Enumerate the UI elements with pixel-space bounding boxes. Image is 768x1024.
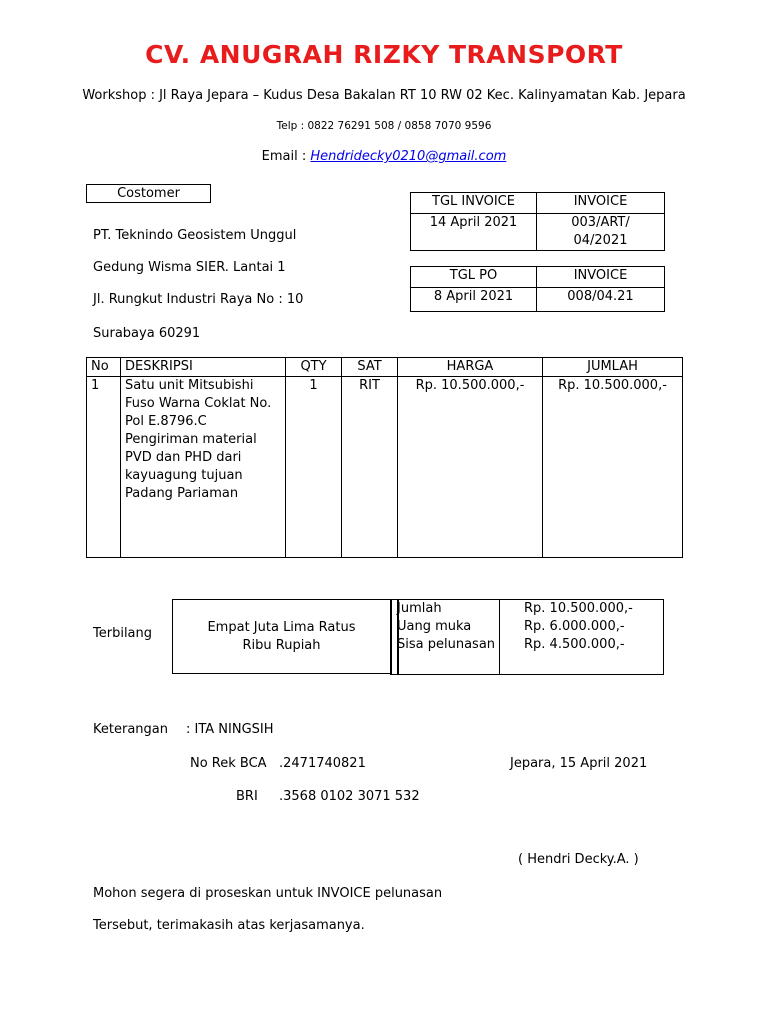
invoice-number: [537, 214, 665, 251]
invoice-date-header: TGL INVOICE: [411, 193, 537, 214]
terbilang-label: Terbilang: [93, 626, 153, 641]
summary-left-bracket: [390, 599, 399, 675]
summary-box: [390, 599, 664, 675]
col-header-harga: HARGA: [398, 358, 543, 377]
workshop-address: Workshop : Jl Raya Jepara – Kudus Desa Bakalan RT 10 RW 02 Kec. Kalinyamatan Kab. Jepara: [82, 88, 686, 103]
place-date: Jepara, 15 April 2021: [510, 756, 648, 771]
customer-label: Costomer: [117, 186, 180, 201]
telephone: Telp : 0822 76291 508 / 0858 7070 9596: [276, 120, 492, 132]
col-header-qty: QTY: [286, 358, 342, 377]
items-table: [86, 357, 683, 558]
signature-name: ( Hendri Decky.A. ): [518, 852, 639, 867]
terbilang-box: [172, 599, 391, 674]
bri-label: BRI: [236, 789, 258, 804]
customer-label-box: [86, 184, 211, 203]
po-date: 8 April 2021: [411, 288, 537, 312]
customer-street: Jl. Rungkut Industri Raya No : 10: [93, 292, 304, 307]
table-row: [87, 377, 683, 558]
invoice-info-table: [410, 192, 665, 251]
email-link[interactable]: Hendridecky0210@gmail.com: [310, 149, 507, 164]
keterangan-label: Keterangan: [93, 722, 168, 737]
summary-label-sisa: Sisa pelunasan: [397, 637, 496, 652]
customer-city: Surabaya 60291: [93, 326, 201, 341]
bca-label: No Rek BCA: [190, 756, 267, 771]
bca-account: .2471740821: [279, 756, 366, 771]
invoice-number-line2: 04/2021: [573, 233, 628, 248]
footer-line-1: Mohon segera di proseskan untuk INVOICE pelunasan: [93, 886, 443, 901]
customer-building: Gedung Wisma SIER. Lantai 1: [93, 260, 286, 275]
col-header-jumlah: JUMLAH: [543, 358, 683, 377]
col-header-sat: SAT: [342, 358, 398, 377]
company-title: CV. ANUGRAH RIZKY TRANSPORT: [145, 40, 623, 69]
summary-value-uang-muka: Rp. 6.000.000,-: [524, 619, 625, 634]
po-number: 008/04.21: [537, 288, 665, 312]
row-qty: 1: [286, 377, 342, 558]
bri-account: .3568 0102 3071 532: [279, 789, 420, 804]
row-no: 1: [87, 377, 121, 558]
po-date-header: TGL PO: [411, 267, 537, 288]
col-header-deskripsi: DESKRIPSI: [121, 358, 286, 377]
summary-value-sisa: Rp. 4.500.000,-: [524, 637, 625, 652]
terbilang-text: Empat Juta Lima Ratus Ribu Rupiah: [207, 620, 356, 653]
summary-label-uang-muka: Uang muka: [397, 619, 472, 634]
email-line: [0, 149, 768, 164]
col-header-no: No: [87, 358, 121, 377]
summary-divider: [499, 600, 500, 674]
invoice-date: 14 April 2021: [411, 214, 537, 251]
po-number-header: INVOICE: [537, 267, 665, 288]
invoice-number-line1: 003/ART/: [571, 215, 630, 230]
footer-line-2: Tersebut, terimakasih atas kerjasamanya.: [93, 918, 365, 933]
keterangan-name: : ITA NINGSIH: [186, 722, 274, 737]
summary-value-jumlah: Rp. 10.500.000,-: [524, 601, 633, 616]
customer-name: PT. Teknindo Geosistem Unggul: [93, 228, 297, 243]
po-info-table: [410, 266, 665, 312]
row-harga: Rp. 10.500.000,-: [398, 377, 543, 558]
row-jumlah: Rp. 10.500.000,-: [543, 377, 683, 558]
email-label: Email :: [261, 149, 311, 164]
invoice-number-header: INVOICE: [537, 193, 665, 214]
row-sat: RIT: [342, 377, 398, 558]
row-description: Satu unit Mitsubishi Fuso Warna Coklat No. Pol E.8796.C Pengiriman material PVD dan PHD dari kayuagung tujuan Padang Pariaman: [121, 377, 286, 558]
summary-label-jumlah: Jumlah: [397, 601, 442, 616]
